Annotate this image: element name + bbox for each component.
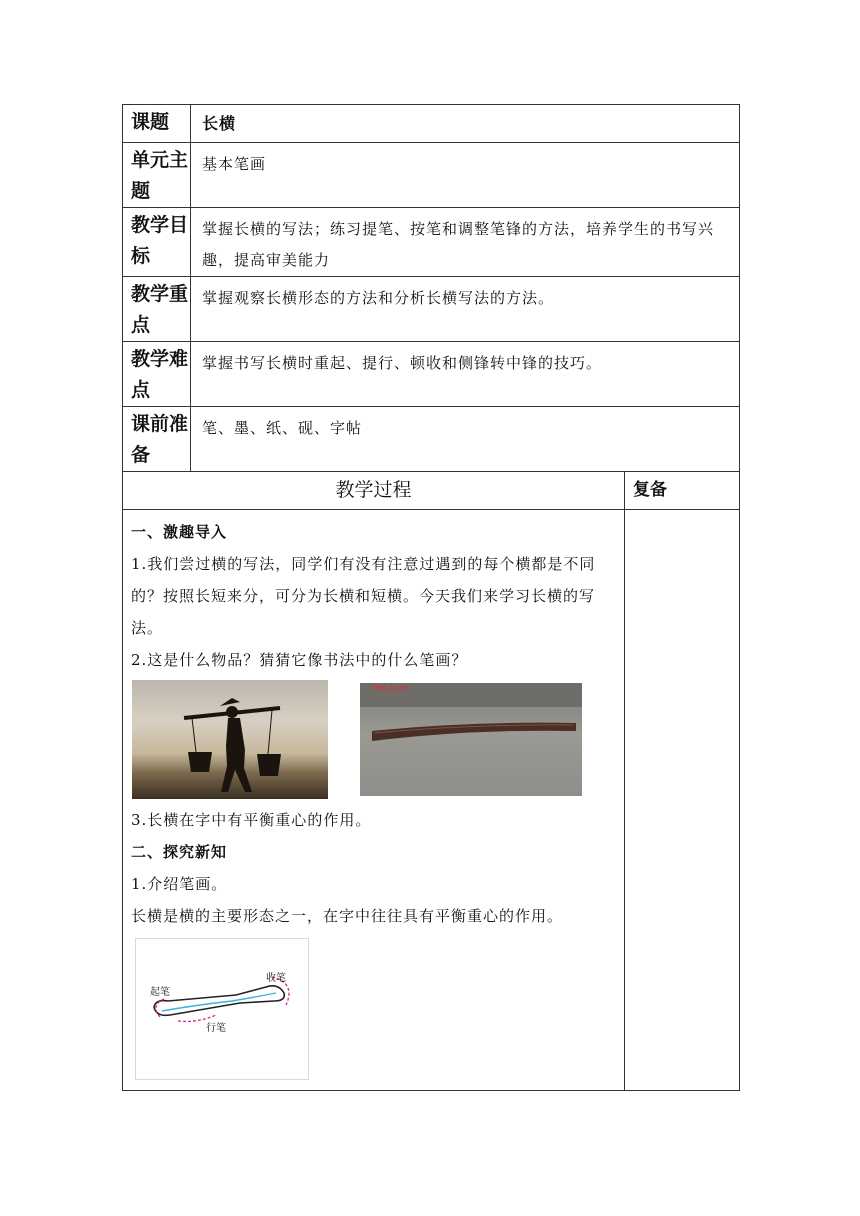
value-topic: 长横 xyxy=(191,105,740,143)
carrying-pole-silhouette xyxy=(132,680,328,799)
label-objectives: 教学目标 xyxy=(123,208,191,277)
section-title-intro: 一、激趣导入 xyxy=(131,523,228,541)
process-content xyxy=(123,510,625,1091)
value-key-points: 掌握观察长横形态的方法和分析长横写法的方法。 xyxy=(191,277,740,342)
label-key-points: 教学重点 xyxy=(123,277,191,342)
label-preparation: 课前准备 xyxy=(123,407,191,472)
label-unit-theme: 单元主题 xyxy=(123,143,191,208)
stroke-diagram-graphic xyxy=(136,939,308,1079)
paragraph-explore-1: 1.介绍笔画。 xyxy=(131,875,228,893)
photo-watermark: ···BM.com xyxy=(364,684,409,694)
bamboo-stick-drawing xyxy=(360,683,582,796)
row-process-header xyxy=(123,472,740,510)
lesson-plan-table xyxy=(122,104,740,1091)
bamboo-stick-photo xyxy=(360,683,582,796)
value-preparation: 笔、墨、纸、砚、字帖 xyxy=(191,407,740,472)
row-key-points xyxy=(123,277,740,342)
review-header: 复备 xyxy=(625,472,740,510)
value-unit-theme: 基本笔画 xyxy=(191,143,740,208)
row-unit-theme xyxy=(123,143,740,208)
paragraph-intro-1: 1.我们尝过横的写法，同学们有没有注意过遇到的每个横都是不同的？按照长短来分，可分为长横和短横。今天我们来学习长横的写法。 xyxy=(131,555,596,637)
label-difficulties: 教学难点 xyxy=(123,342,191,407)
paragraph-intro-3: 3.长横在字中有平衡重心的作用。 xyxy=(131,811,372,829)
value-objectives: 掌握长横的写法；练习提笔、按笔和调整笔锋的方法，培养学生的书写兴趣，提高审美能力 xyxy=(191,208,740,277)
row-preparation xyxy=(123,407,740,472)
label-topic: 课题 xyxy=(123,105,191,143)
diagram-label-end: 收笔 xyxy=(266,973,286,984)
paragraph-intro-2: 2.这是什么物品？猜猜它像书法中的什么笔画？ xyxy=(131,651,468,669)
row-objectives xyxy=(123,208,740,277)
row-process-body xyxy=(123,510,740,1091)
review-column xyxy=(625,510,740,1091)
process-header: 教学过程 xyxy=(123,472,625,510)
diagram-label-middle: 行笔 xyxy=(206,1023,226,1034)
row-topic xyxy=(123,105,740,143)
row-difficulties xyxy=(123,342,740,407)
carrying-pole-photo xyxy=(132,680,328,799)
diagram-label-start: 起笔 xyxy=(150,987,170,998)
paragraph-explore-2: 长横是横的主要形态之一，在字中往往具有平衡重心的作用。 xyxy=(131,907,564,925)
section-title-explore: 二、探究新知 xyxy=(131,843,228,861)
value-difficulties: 掌握书写长横时重起、提行、顿收和侧锋转中锋的技巧。 xyxy=(191,342,740,407)
image-row xyxy=(131,680,616,804)
long-horizontal-stroke-diagram xyxy=(135,938,309,1080)
